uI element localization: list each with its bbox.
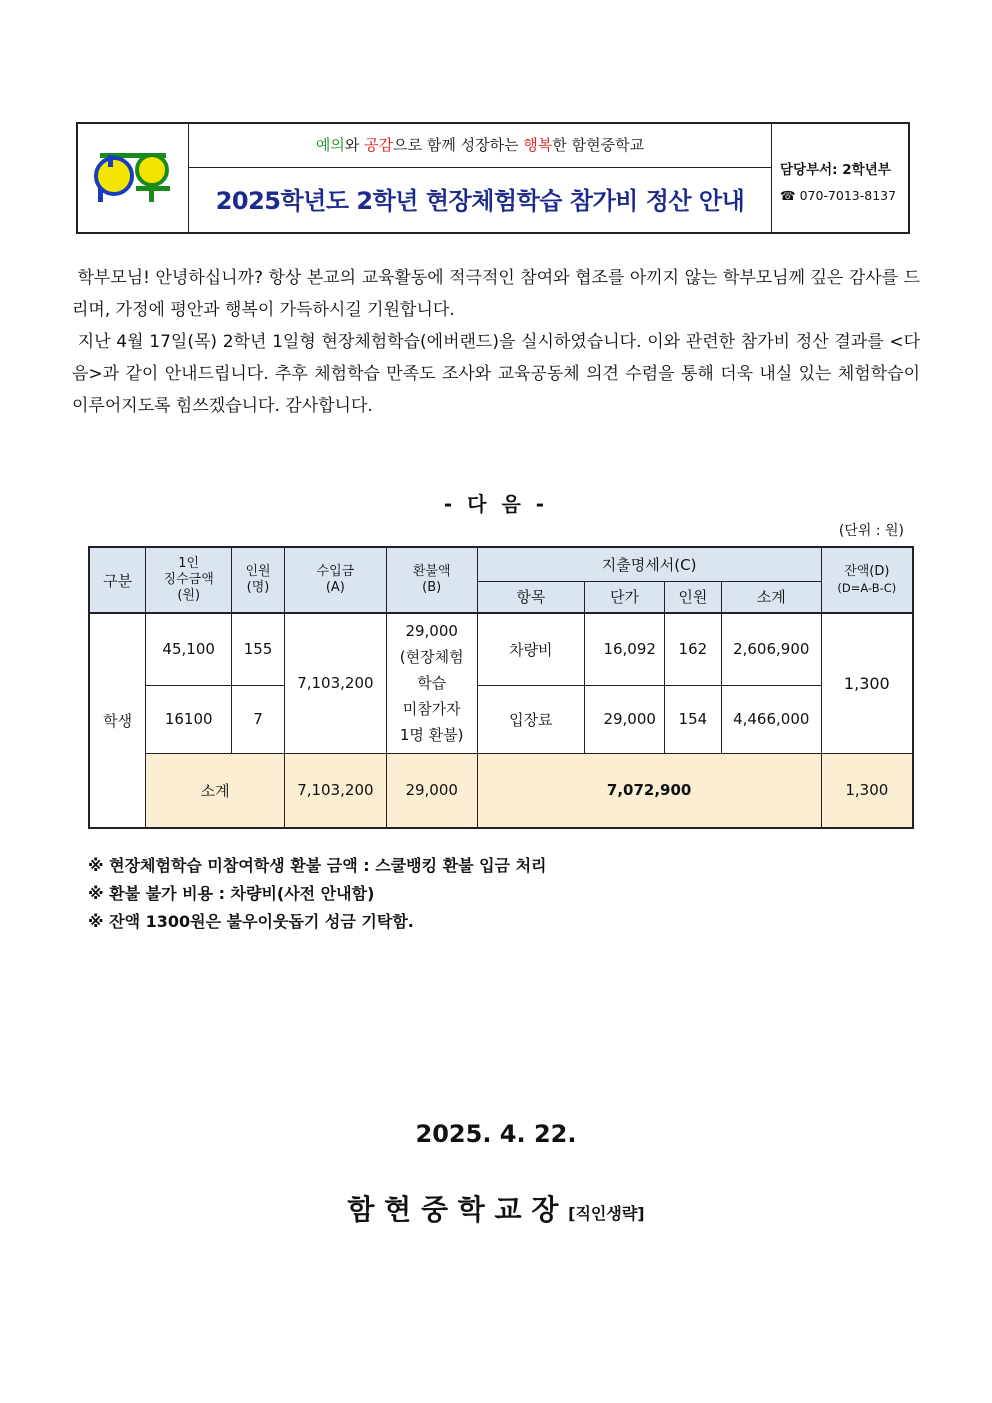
notice-text: 지난 4월 17일(목) 2학년 1일형 현장체험학습(에버랜드)을 실시하였습니다. 이와 관련한 참가비 정산 결과를 <다음>과 같이 안내드립니다. 추후 체험학습 만족도 조사와 교육공동체 의견 수렴을 통해 더욱 내실 있는 체험학습이 이루어지도록 힘쓰겠습니다. 감사합니다.: [72, 332, 921, 416]
section-heading: - 다 음 -: [443, 492, 549, 516]
slogan-text: 한 함현중학교: [552, 136, 645, 154]
refund-cell: [386, 613, 477, 753]
income-cell: 7,103,200: [284, 613, 386, 753]
table-header-row: [89, 547, 913, 581]
phone-number: 070-7013-8137: [799, 188, 897, 203]
school-slogan: [189, 124, 771, 168]
header-text: 수입금: [316, 564, 355, 579]
total-expense: 7,072,900: [477, 753, 821, 828]
header-refund: [386, 547, 477, 613]
total-income: 7,103,200: [284, 753, 386, 828]
principal-title: 함 현 중 학 교 장: [347, 1193, 559, 1226]
phone-icon: ☎: [780, 188, 796, 203]
header-text: (B): [422, 580, 442, 595]
people-cell: 7: [232, 685, 285, 753]
refund-text: (현장체험: [399, 648, 464, 667]
header-text: 환불액: [412, 564, 451, 579]
header-expense: 지출명세서(C): [477, 547, 821, 581]
unit-price-cell: 16,092: [585, 613, 665, 685]
slogan-empathy: 공감: [364, 136, 394, 154]
header-income: [284, 547, 386, 613]
slogan-happiness: 행복: [523, 136, 553, 154]
subtotal-cell: 4,466,000: [721, 685, 821, 753]
header-text: 인원: [245, 564, 271, 579]
table-row: [89, 685, 913, 753]
document-title: 2025학년도 2학년 현장체험학습 참가비 정산 안내: [215, 187, 745, 215]
unit-label: (단위 : 원): [838, 523, 904, 539]
header-text: (A): [325, 580, 345, 595]
contact-info: [771, 124, 911, 234]
phone-info: [780, 188, 896, 203]
department-label: 담당부서: 2학년부: [780, 162, 891, 178]
count-cell: 162: [664, 613, 721, 685]
document-header: [76, 122, 910, 234]
school-logo: [78, 124, 189, 234]
total-row: [89, 753, 913, 828]
notes-list: [88, 852, 547, 936]
note-item: ※ 환불 불가 비용 : 차량비(사전 안내함): [88, 884, 375, 903]
slogan-text: 으로 함께 성장하는: [393, 136, 524, 154]
signature-line: [0, 1188, 992, 1228]
per-person-cell: 16100: [146, 685, 232, 753]
balance-cell: 1,300: [821, 613, 913, 753]
item-cell: 차량비: [477, 613, 584, 685]
header-text: (명): [246, 580, 270, 595]
people-cell: 155: [232, 613, 285, 685]
total-refund: 29,000: [386, 753, 477, 828]
refund-text: 미참가자: [402, 700, 461, 719]
slogan-text: 와: [344, 136, 365, 154]
greeting-paragraph: [72, 262, 920, 326]
refund-text: 학습: [417, 674, 447, 693]
document-date: 2025. 4. 22.: [415, 1120, 577, 1148]
note-item: ※ 현장체험학습 미참여학생 환불 금액 : 스쿨뱅킹 환불 입금 처리: [88, 856, 547, 875]
per-person-cell: 45,100: [146, 613, 232, 685]
header-count: 인원: [664, 581, 721, 613]
refund-text: 29,000: [405, 622, 458, 641]
header-text: (원): [177, 588, 201, 603]
note-item: ※ 잔액 1300원은 불우이웃돕기 성금 기탁함.: [88, 912, 414, 931]
header-text: 징수금액: [163, 572, 214, 587]
header-text: 잔액(D): [844, 564, 890, 579]
refund-text: 1명 환불): [399, 726, 464, 745]
header-balance: [821, 547, 913, 613]
header-item: 항목: [477, 581, 584, 613]
header-per-person: [146, 547, 232, 613]
header-text: 1인: [178, 556, 200, 571]
subtotal-cell: 2,606,900: [721, 613, 821, 685]
header-unit-price: 단가: [585, 581, 665, 613]
header-text: (D=A-B-C): [837, 581, 897, 595]
settlement-table: [88, 546, 914, 829]
unit-price-cell: 29,000: [585, 685, 665, 753]
table-row: [89, 613, 913, 685]
count-cell: 154: [664, 685, 721, 753]
slogan-courtesy: 예의: [315, 136, 345, 154]
item-cell: 입장료: [477, 685, 584, 753]
seal-omitted-label: [직인생략]: [568, 1204, 645, 1223]
header-people: [232, 547, 285, 613]
header-subtotal: 소계: [721, 581, 821, 613]
greeting-text: 학부모님! 안녕하십니까? 항상 본교의 교육활동에 적극적인 참여와 협조를 아끼지 않는 학부모님께 깊은 감사를 드리며, 가정에 평안과 행복이 가득하시길 기원합니다.: [72, 268, 920, 320]
total-balance: 1,300: [821, 753, 913, 828]
school-logo-icon: [78, 124, 188, 234]
total-label: 소계: [146, 753, 285, 828]
notice-paragraph: [72, 326, 920, 422]
header-category: 구분: [89, 547, 146, 613]
category-cell: 학생: [89, 613, 146, 828]
